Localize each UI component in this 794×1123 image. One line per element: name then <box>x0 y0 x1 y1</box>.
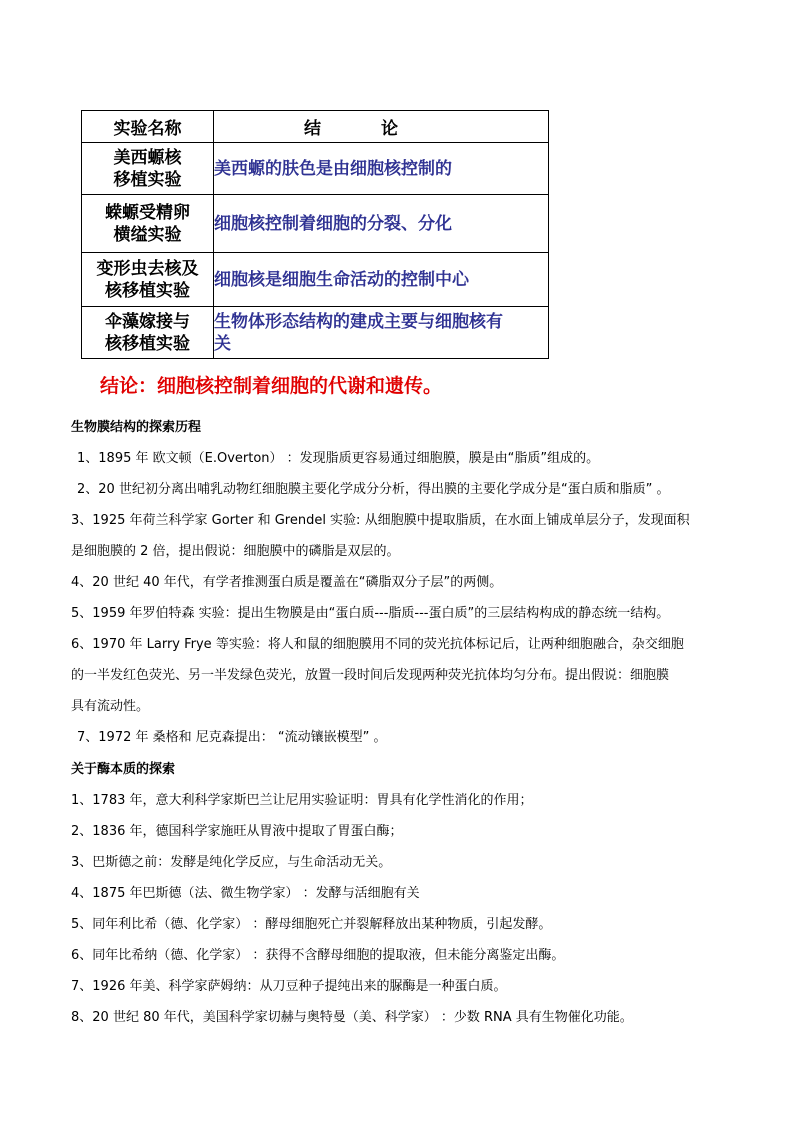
membrane-item-continuation: 是细胞膜的 2 倍，提出假说：细胞膜中的磷脂是双层的。 <box>71 544 400 559</box>
membrane-item: 5、1959 年罗伯特森 实验：提出生物膜是由“蛋白质---脂质---蛋白质”的三层结构构成的静态统一结构。 <box>71 606 670 621</box>
membrane-item: 4、20 世纪 40 年代，有学者推测蛋白质是覆盖在“磷脂双分子层”的两侧。 <box>71 575 503 590</box>
experiment-result-cell: 细胞核控制着细胞的分裂、分化 <box>214 195 549 253</box>
experiment-name-line: 蝾螈受精卵 <box>105 202 190 223</box>
enzyme-item: 1、1783 年，意大利科学家斯巴兰让尼用实验证明：胃具有化学性消化的作用； <box>71 793 533 808</box>
table-row <box>82 143 549 195</box>
experiment-result-line: 生物体形态结构的建成主要与细胞核有 <box>214 311 503 332</box>
experiment-result-cell: 细胞核是细胞生命活动的控制中心 <box>214 253 549 307</box>
experiment-name-line: 移植实验 <box>113 169 182 190</box>
experiment-name-line: 美西螈核 <box>113 147 182 168</box>
membrane-item: 6、1970 年 Larry Frye 等实验：将人和鼠的细胞膜用不同的荧光抗体标记后，让两种细胞融合，杂交细胞 <box>71 637 684 652</box>
experiment-name-cell <box>82 307 214 359</box>
experiment-name-line: 变形虫去核及 <box>96 258 199 279</box>
table-header-row <box>82 111 549 143</box>
conclusion-text: 结论：细胞核控制着细胞的代谢和遗传。 <box>100 375 443 397</box>
enzyme-item: 7、1926 年美、科学家萨姆纳：从刀豆种子提纯出来的脲酶是一种蛋白质。 <box>71 979 507 994</box>
enzyme-item: 5、同年利比希（德、化学家） ：酵母细胞死亡并裂解释放出某种物质，引起发酵。 <box>71 917 552 932</box>
header-experiment-name: 实验名称 <box>82 111 214 143</box>
enzyme-item: 4、1875 年巴斯德（法、微生物学家） ：发酵与活细胞有关 <box>71 886 420 901</box>
header-conclusion: 结论 <box>214 111 549 143</box>
table-row <box>82 253 549 307</box>
experiment-name-cell <box>82 195 214 253</box>
membrane-item: 1、1895 年 欧文顿（E.Overton） ：发现脂质更容易通过细胞膜，膜是由“脂质”组成的。 <box>77 451 600 466</box>
membrane-item-continuation: 具有流动性。 <box>71 699 150 714</box>
table-row <box>82 307 549 359</box>
enzyme-item: 2、1836 年，德国科学家施旺从胃液中提取了胃蛋白酶； <box>71 824 403 839</box>
membrane-item: 7、1972 年 桑格和 尼克森提出： “流动镶嵌模型” 。 <box>77 730 387 745</box>
experiment-name-line: 横缢实验 <box>113 224 182 245</box>
experiment-result-cell: 美西螈的肤色是由细胞核控制的 <box>214 143 549 195</box>
table-row <box>82 195 549 253</box>
enzyme-item: 8、20 世纪 80 年代，美国科学家切赫与奥特曼（美、科学家） ：少数 RNA 具有生物催化功能。 <box>71 1010 633 1025</box>
experiment-name-line: 伞藻嫁接与 <box>105 311 190 332</box>
experiment-result-line: 关 <box>214 333 231 354</box>
experiment-name-line: 核移植实验 <box>105 333 190 354</box>
membrane-item: 3、1925 年荷兰科学家 Gorter 和 Grendel 实验: 从细胞膜中提取脂质，在水面上铺成单层分子，发现面积 <box>71 513 690 528</box>
enzyme-section-title: 关于酶本质的探索 <box>71 762 176 777</box>
experiment-table <box>81 110 549 359</box>
experiment-name-line: 核移植实验 <box>105 280 190 301</box>
membrane-section-title: 生物膜结构的探索历程 <box>71 420 202 435</box>
experiment-result-cell <box>214 307 549 359</box>
enzyme-item: 3、巴斯德之前：发酵是纯化学反应，与生命活动无关。 <box>71 855 392 870</box>
experiment-table-wrapper <box>81 110 548 359</box>
experiment-name-cell <box>82 253 214 307</box>
membrane-item: 2、20 世纪初分离出哺乳动物红细胞膜主要化学成分分析，得出膜的主要化学成分是“蛋白质和脂质” 。 <box>77 482 670 497</box>
experiment-name-cell <box>82 143 214 195</box>
membrane-item-continuation: 的一半发红色荧光、另一半发绿色荧光，放置一段时间后发现两种荧光抗体均匀分布。提出假说：细胞膜 <box>71 668 670 683</box>
enzyme-item: 6、同年比希纳（德、化学家） ：获得不含酵母细胞的提取液，但未能分离鉴定出酶。 <box>71 948 565 963</box>
